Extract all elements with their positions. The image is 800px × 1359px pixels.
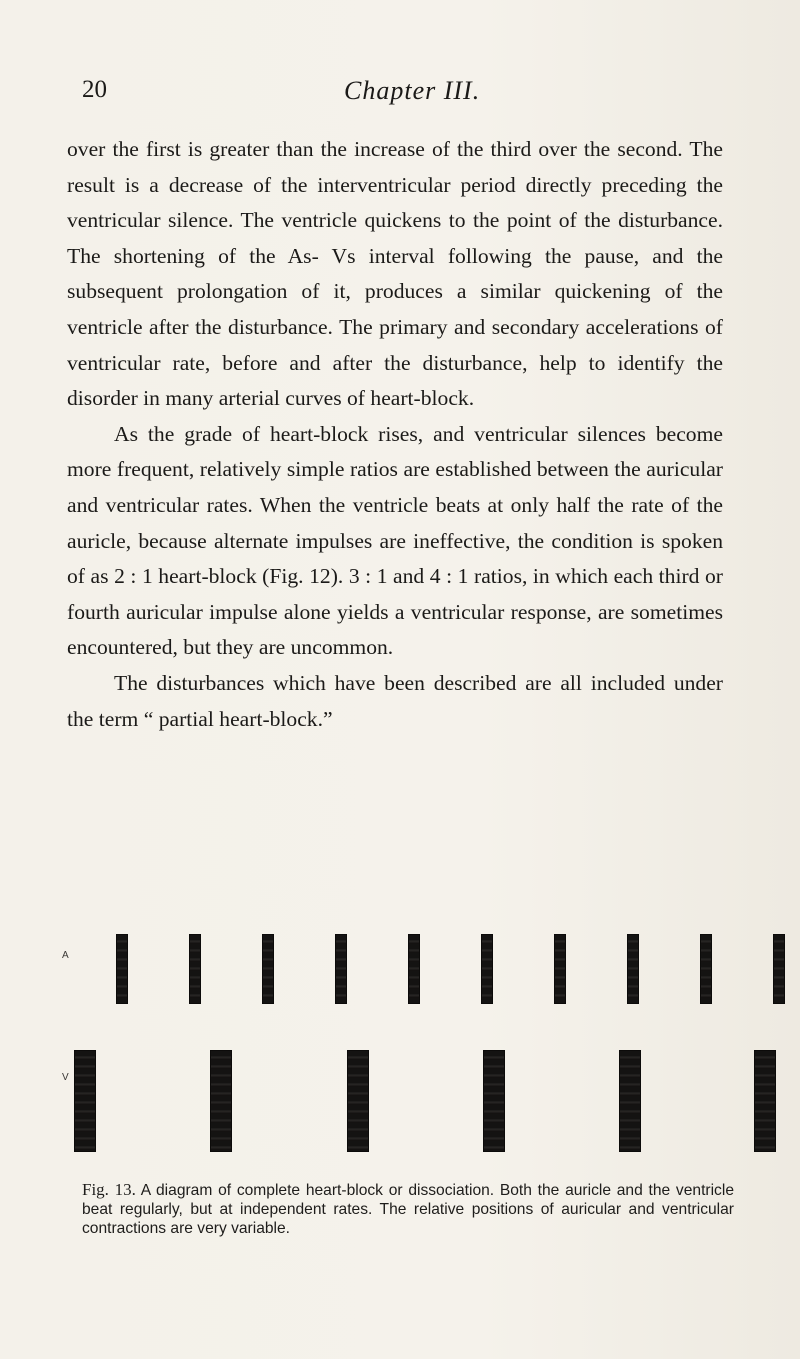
paragraph-2: As the grade of heart-block rises, and ventricular silences become more frequent, relatively simple ratios are established between the auricular and ventricular rates. When the ventricle beats at only half the rate of the auricle, because alternate impulses are ineffective, the condition is spoken of as 2 : 1 heart-block (Fig. 12). 3 : 1 and 4 : 1 ratios, in which each third or fourth auricular impulse alone yields a ventricular response, are sometimes encountered, but they are uncommon. bbox=[67, 421, 723, 660]
auricular-beat-bar bbox=[262, 934, 274, 1004]
page-number: 20 bbox=[82, 76, 107, 103]
page-header bbox=[82, 76, 722, 110]
chapter-title: Chapter III. bbox=[344, 76, 481, 105]
auricular-beat-bar bbox=[408, 934, 420, 1004]
ventricular-beat-bar bbox=[210, 1050, 232, 1152]
ventricular-beat-bar bbox=[483, 1050, 505, 1152]
figure-caption-text: A diagram of complete heart-block or dissociation. Both the auricle and the ventricle beat regularly, but at independent rates. The relative positions of auricular and ventricular contractions are very variable. bbox=[82, 1182, 734, 1237]
ventricular-beat-bar bbox=[74, 1050, 96, 1152]
row-label-auricle: A bbox=[62, 950, 69, 961]
auricular-beat-bar bbox=[554, 934, 566, 1004]
ventricular-beat-bar bbox=[619, 1050, 641, 1152]
paragraph-1: over the first is greater than the increase of the third over the second. The result is a decrease of the interventricular period directly preceding the ventricular silence. The ventricle quickens to the point of the disturbance. The shortening of the As- Vs interval following the pause, and the subsequent prolongation of it, produces a similar quickening of the ventricle after the disturbance. The primary and secondary accelerations of ventricular rate, before and after the disturbance, help to identify the disorder in many arterial curves of heart-block. bbox=[67, 137, 723, 411]
auricular-beat-bar bbox=[189, 934, 201, 1004]
auricular-beat-bar bbox=[335, 934, 347, 1004]
auricular-beat-bar bbox=[700, 934, 712, 1004]
figure-caption bbox=[82, 1180, 734, 1238]
auricular-beat-bar-spacer bbox=[773, 934, 785, 1004]
ventricular-beat-bar bbox=[347, 1050, 369, 1152]
figure-caption-label: Fig. 13. bbox=[82, 1180, 136, 1199]
body-text bbox=[67, 132, 723, 737]
auricular-beat-bar bbox=[116, 934, 128, 1004]
paragraph-3: The disturbances which have been described are all included under the term “ partial heart-block.” bbox=[67, 670, 723, 731]
row-label-ventricle: V bbox=[62, 1072, 69, 1083]
auricular-beat-bar bbox=[481, 934, 493, 1004]
ventricular-beat-bar bbox=[754, 1050, 776, 1152]
auricular-beat-bar bbox=[627, 934, 639, 1004]
heart-block-diagram bbox=[60, 928, 800, 1168]
